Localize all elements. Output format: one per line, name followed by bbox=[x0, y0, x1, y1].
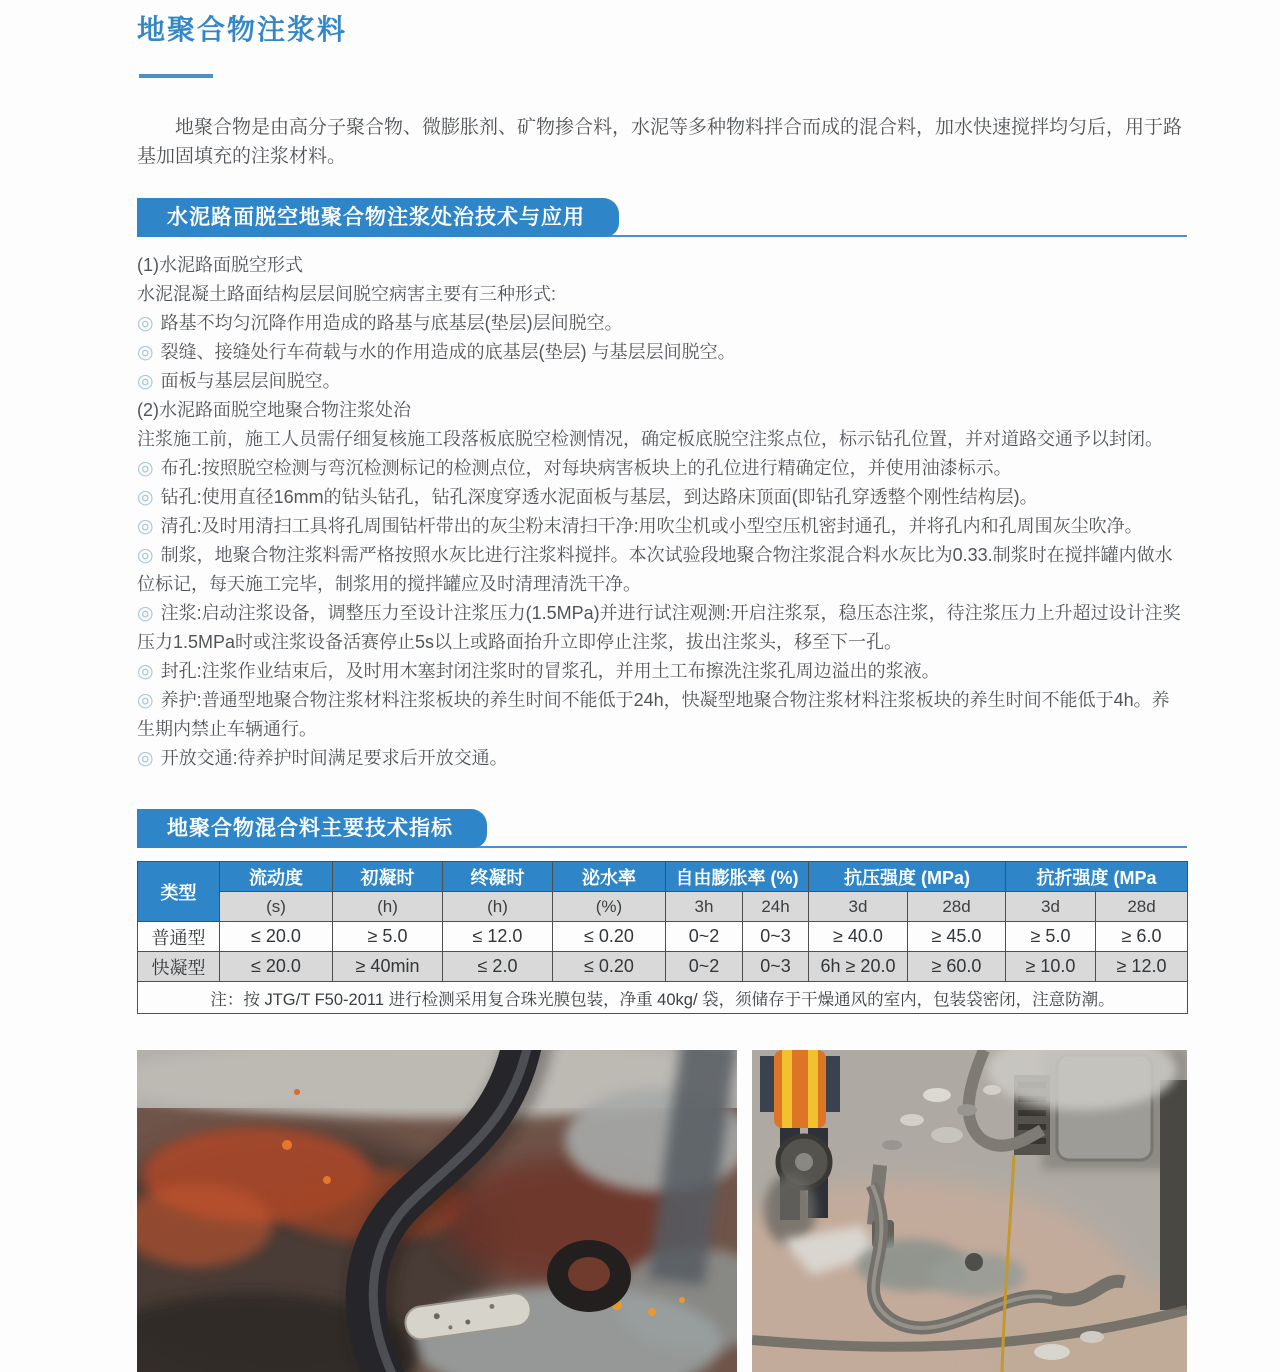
photo-pavement-grouting-hose bbox=[137, 1050, 737, 1372]
table-cell: ≤ 0.20 bbox=[553, 922, 666, 952]
table-cell: 6h ≥ 20.0 bbox=[809, 952, 908, 982]
text-line: (1)水泥路面脱空形式 bbox=[137, 255, 303, 275]
list-item bbox=[137, 686, 1187, 744]
bullet-icon: ◎ bbox=[137, 371, 154, 392]
bullet-icon: ◎ bbox=[137, 516, 154, 537]
title-underline-decoration bbox=[139, 74, 213, 78]
list-item-text: 路基不均匀沉降作用造成的路基与底基层(垫层)层间脱空。 bbox=[160, 313, 623, 333]
col-subheader: 3h bbox=[666, 892, 743, 922]
table-cell: ≥ 45.0 bbox=[908, 922, 1006, 952]
list-item-text: 封孔:注浆作业结束后，及时用木塞封闭注浆时的冒浆孔，并用土工布擦洗注浆孔周边溢出的浆液。 bbox=[160, 661, 940, 681]
col-subheader: (h) bbox=[333, 892, 443, 922]
table-cell: ≤ 0.20 bbox=[553, 952, 666, 982]
table-row bbox=[138, 952, 1188, 982]
col-header: 抗折强度 (MPa bbox=[1006, 862, 1188, 892]
list-item bbox=[137, 338, 1187, 367]
bullet-icon: ◎ bbox=[137, 342, 154, 363]
col-header: 自由膨胀率 (%) bbox=[666, 862, 809, 892]
bullet-icon: ◎ bbox=[137, 603, 154, 624]
col-header: 终凝时 bbox=[443, 862, 553, 892]
bullet-icon: ◎ bbox=[137, 458, 154, 479]
table-cell: 0~3 bbox=[743, 922, 809, 952]
table-cell: ≤ 2.0 bbox=[443, 952, 553, 982]
photo-gallery bbox=[137, 1050, 1187, 1372]
list-item-text: 裂缝、接缝处行车荷载与水的作用造成的底基层(垫层) 与基层层间脱空。 bbox=[160, 342, 736, 362]
list-item bbox=[137, 483, 1187, 512]
bullet-icon: ◎ bbox=[137, 661, 154, 682]
col-subheader: 3d bbox=[1006, 892, 1096, 922]
text-line: (2)水泥路面脱空地聚合物注浆处治 bbox=[137, 400, 411, 420]
col-subheader: (h) bbox=[443, 892, 553, 922]
col-subheader: 28d bbox=[1096, 892, 1188, 922]
col-subheader: 28d bbox=[908, 892, 1006, 922]
text-line: 注浆施工前，施工人员需仔细复核施工段落板底脱空检测情况，确定板底脱空注浆点位，标示钻孔位置，并对道路交通予以封闭。 bbox=[137, 429, 1163, 449]
table-cell: ≥ 10.0 bbox=[1006, 952, 1096, 982]
table-cell: ≥ 5.0 bbox=[1006, 922, 1096, 952]
col-header: 流动度 bbox=[220, 862, 333, 892]
col-header: 泌水率 bbox=[553, 862, 666, 892]
list-item-text: 清孔:及时用清扫工具将孔周围钻杆带出的灰尘粉末清扫干净:用吹尘机或小型空压机密封通孔，并将孔内和孔周围灰尘吹净。 bbox=[160, 516, 1143, 536]
list-item bbox=[137, 599, 1187, 657]
table-cell: ≤ 12.0 bbox=[443, 922, 553, 952]
list-item-text: 开放交通:待养护时间满足要求后开放交通。 bbox=[160, 748, 508, 768]
list-item-text: 布孔:按照脱空检测与弯沉检测标记的检测点位，对每块病害板块上的孔位进行精确定位，并使用油漆标示。 bbox=[160, 458, 1012, 478]
list-item bbox=[137, 657, 1187, 686]
table-cell: ≤ 20.0 bbox=[220, 922, 333, 952]
row-label: 快凝型 bbox=[138, 952, 220, 982]
text-line: 水泥混凝土路面结构层层间脱空病害主要有三种形式: bbox=[137, 284, 556, 304]
page-title: 地聚合物注浆料 bbox=[137, 14, 348, 45]
col-subheader: 3d bbox=[809, 892, 908, 922]
table-row bbox=[138, 922, 1188, 952]
section-banner-specs-label: 地聚合物混合料主要技术指标 bbox=[137, 809, 487, 848]
list-item bbox=[137, 512, 1187, 541]
table-cell: ≥ 6.0 bbox=[1096, 922, 1188, 952]
bullet-icon: ◎ bbox=[137, 487, 154, 508]
technique-text-block bbox=[137, 251, 1187, 773]
col-subheader: (%) bbox=[553, 892, 666, 922]
table-note-row bbox=[138, 982, 1188, 1014]
intro-paragraph: 地聚合物是由高分子聚合物、微膨胀剂、矿物掺合料，水泥等多种物料拌合而成的混合料，加水快速搅拌均匀后，用于路基加固填充的注浆材料。 bbox=[137, 117, 1183, 167]
table-cell: ≥ 60.0 bbox=[908, 952, 1006, 982]
table-cell: 0~2 bbox=[666, 922, 743, 952]
bullet-icon: ◎ bbox=[137, 313, 154, 334]
bullet-icon: ◎ bbox=[137, 690, 154, 711]
section-banner-technique bbox=[137, 198, 1187, 237]
list-item-text: 制浆，地聚合物注浆料需严格按照水灰比进行注浆料搅拌。本次试验段地聚合物注浆混合料水灰比为0.33.制浆时在搅拌罐内做水位标记，每天施工完毕，制浆用的搅拌罐应及时清理清洗干净。 bbox=[137, 545, 1173, 594]
bullet-icon: ◎ bbox=[137, 545, 154, 566]
spec-table bbox=[137, 861, 1188, 1014]
table-cell: 0~3 bbox=[743, 952, 809, 982]
table-subheader-row bbox=[138, 892, 1188, 922]
section-banner-specs bbox=[137, 809, 1187, 848]
col-header: 初凝时 bbox=[333, 862, 443, 892]
col-header: 抗压强度 (MPa) bbox=[809, 862, 1006, 892]
list-item-text: 养护:普通型地聚合物注浆材料注浆板块的养生时间不能低于24h，快凝型地聚合物注浆材料注浆板块的养生时间不能低于4h。养生期内禁止车辆通行。 bbox=[137, 690, 1170, 739]
list-item-text: 钻孔:使用直径16mm的钻头钻孔，钻孔深度穿透水泥面板与基层，到达路床顶面(即钻孔穿透整个刚性结构层)。 bbox=[160, 487, 1038, 507]
bullet-icon: ◎ bbox=[137, 748, 154, 769]
table-corner-header: 类型 bbox=[138, 862, 220, 922]
list-item bbox=[137, 454, 1187, 483]
list-item-text: 注浆:启动注浆设备，调整压力至设计注浆压力(1.5MPa)并进行试注观测:开启注浆泵，稳压态注浆，待注浆压力上升超过设计注奖压力1.5MPa时或注浆设备活赛停止5s以上或路面抬升立即停止注浆，拔出注浆头，移至下一孔。 bbox=[137, 603, 1181, 652]
table-cell: ≥ 40min bbox=[333, 952, 443, 982]
section-banner-technique-label: 水泥路面脱空地聚合物注浆处治技术与应用 bbox=[137, 198, 619, 237]
list-item-text: 面板与基层层间脱空。 bbox=[160, 371, 341, 391]
table-cell: 0~2 bbox=[666, 952, 743, 982]
col-subheader: 24h bbox=[743, 892, 809, 922]
table-header-row bbox=[138, 862, 1188, 892]
row-label: 普通型 bbox=[138, 922, 220, 952]
list-item bbox=[137, 309, 1187, 338]
table-note: 注：按 JTG/T F50-2011 进行检测采用复合珠光膜包装，净重 40kg/ 袋，须储存于干燥通风的室内，包装袋密闭，注意防潮。 bbox=[138, 982, 1188, 1014]
table-cell: ≥ 12.0 bbox=[1096, 952, 1188, 982]
list-item bbox=[137, 541, 1187, 599]
list-item bbox=[137, 744, 1187, 773]
table-cell: ≥ 40.0 bbox=[809, 922, 908, 952]
list-item bbox=[137, 367, 1187, 396]
photo-grouting-equipment-worker bbox=[752, 1050, 1187, 1372]
table-cell: ≥ 5.0 bbox=[333, 922, 443, 952]
table-cell: ≤ 20.0 bbox=[220, 952, 333, 982]
col-subheader: (s) bbox=[220, 892, 333, 922]
